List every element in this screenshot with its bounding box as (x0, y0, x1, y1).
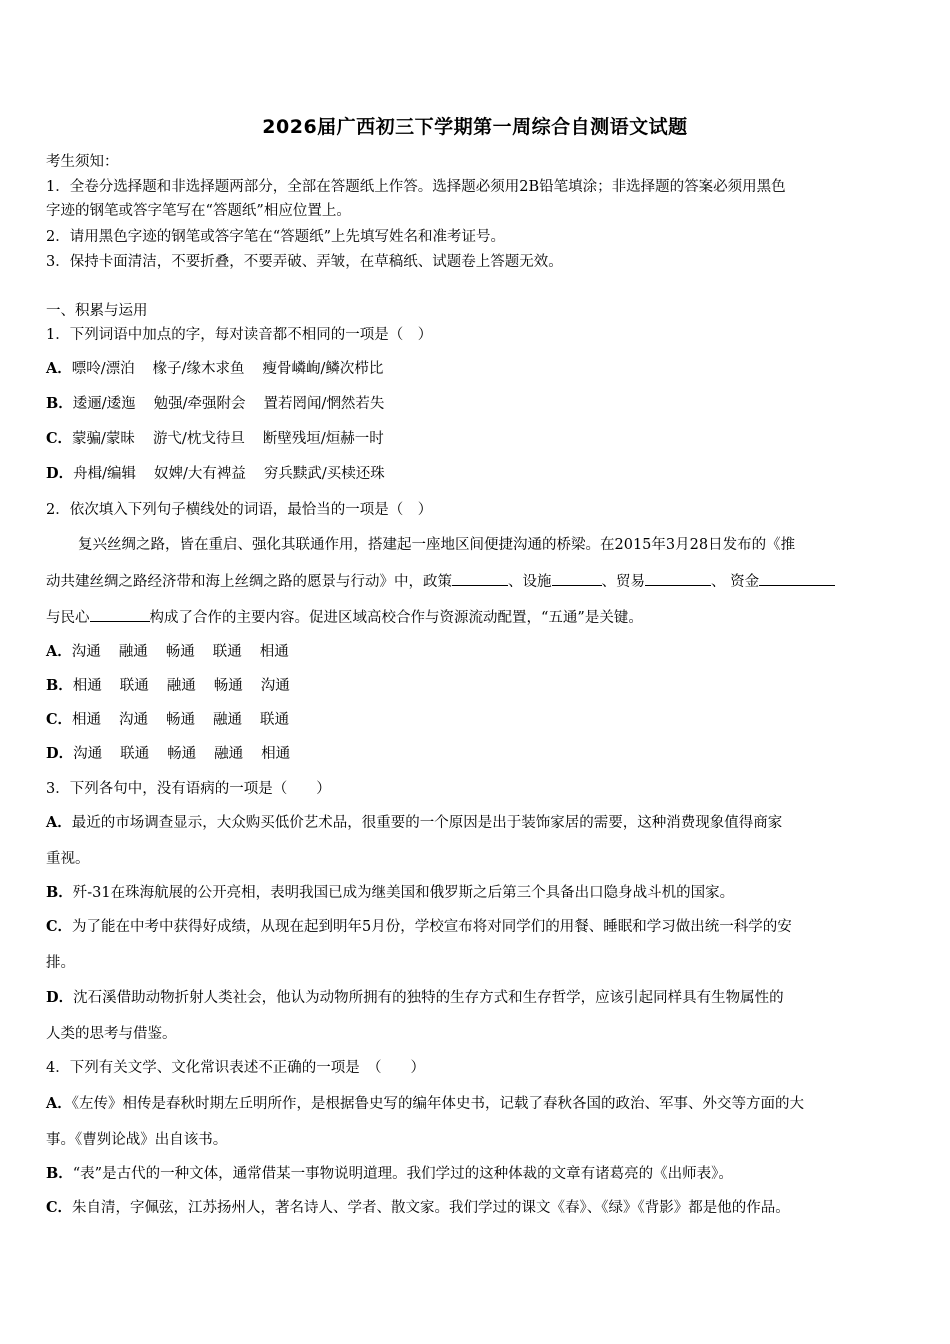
question-3-option-b[interactable] (46, 883, 908, 903)
option-word: 蒙骗/蒙昧 (72, 431, 135, 447)
question-2-option-a[interactable] (46, 642, 908, 662)
notice-item-2: 2．请用黑色字迹的钢笔或答字笔在“答题纸”上先填写姓名和准考证号。 (46, 229, 506, 245)
option-word: 沟通 (260, 678, 290, 694)
option-text: “表”是古代的一种文体，通常借某一事物说明道理。我们学过的这种体裁的文章有诸葛亮的《出师表》。 (72, 1166, 733, 1182)
option-word: 椽子/缘木求鱼 (152, 361, 245, 377)
option-label: B． (46, 677, 73, 694)
option-text: 为了能在中考中获得好成绩，从现在起到明年5月份，学校宣布将对同学们的用餐、睡眠和学习做出统一科学的安 (72, 919, 792, 935)
passage-text: 复兴丝绸之路，皆在重启、强化其联通作用，搭建起一座地区间便捷沟通的桥梁。在2015年3月28日发布的《推 (78, 537, 796, 553)
question-4-option-b[interactable] (46, 1164, 908, 1184)
page-title: 2026届广西初三下学期第一周综合自测语文试题 (262, 116, 688, 138)
option-label: A． (46, 360, 72, 377)
question-1-option-a[interactable] (46, 359, 908, 379)
passage-text: 与民心 (46, 610, 90, 626)
option-word: 勉强/牵强附会 (153, 396, 246, 412)
question-4-option-c[interactable] (46, 1198, 908, 1218)
option-label: D． (46, 465, 74, 482)
option-label: D． (46, 989, 74, 1006)
option-word: 沟通 (73, 746, 103, 762)
question-2-option-c[interactable] (46, 710, 908, 730)
question-3-option-a[interactable] (46, 813, 908, 833)
option-label: A． (46, 814, 72, 831)
question-3-option-c-cont: 排。 (46, 955, 75, 971)
question-4-stem: 4．下列有关文学、文化常识表述不正确的一项是 （ ） (46, 1060, 425, 1076)
option-text: 最近的市场调查显示，大众购买低价艺术品，很重要的一个原因是出于装饰家居的需要，这种消费现象值得商家 (71, 815, 783, 831)
question-2-stem: 2．依次填入下列句子横线处的词语，最恰当的一项是（ ） (46, 502, 433, 518)
option-word: 融通 (214, 746, 244, 762)
question-2-option-d[interactable] (46, 744, 908, 764)
option-label: C． (46, 918, 73, 935)
option-word: 瘦骨嶙峋/鳞次栉比 (262, 361, 384, 377)
option-word: 联通 (119, 678, 149, 694)
question-2-passage-line-3 (46, 607, 908, 628)
question-1-option-b[interactable] (46, 394, 908, 414)
option-word: 穷兵黩武/买椟还珠 (263, 466, 385, 482)
option-word: 联通 (120, 746, 150, 762)
option-word: 奴婢/大有裨益 (153, 466, 246, 482)
option-word: 融通 (213, 712, 243, 728)
fill-blank-4[interactable] (759, 571, 835, 586)
option-label: C． (46, 430, 73, 447)
option-label: B． (46, 884, 73, 901)
option-label: C． (46, 1199, 73, 1216)
question-3-option-d[interactable] (46, 988, 908, 1008)
fill-blank-3[interactable] (645, 571, 711, 586)
fill-blank-2[interactable] (552, 571, 602, 586)
option-label: A． (46, 1095, 72, 1112)
option-word: 置若罔闻/惘然若失 (263, 396, 385, 412)
option-text: 歼-31在珠海航展的公开亮相，表明我国已成为继美国和俄罗斯之后第三个具备出口隐身战斗机的国家。 (72, 885, 735, 901)
option-word: 联通 (212, 644, 242, 660)
notice-item-3: 3．保持卡面清洁，不要折叠，不要弄破、弄皱，在草稿纸、试题卷上答题无效。 (46, 254, 563, 270)
option-text: 《左传》相传是春秋时期左丘明所作，是根据鲁史写的编年体史书，记载了春秋各国的政治、军事、外交等方面的大 (71, 1096, 805, 1112)
fill-blank-1[interactable] (452, 571, 508, 586)
passage-text: 、设施 (508, 574, 552, 590)
passage-text: 构成了合作的主要内容。促进区域高校合作与资源流动配置，“五通”是关键。 (149, 610, 643, 626)
option-word: 沟通 (119, 712, 149, 728)
option-word: 融通 (118, 644, 148, 660)
option-word: 相通 (72, 678, 102, 694)
option-word: 相通 (261, 746, 291, 762)
question-1-option-c[interactable] (46, 429, 908, 449)
option-label: B． (46, 395, 73, 412)
option-word: 逶逦/逶迤 (72, 396, 136, 412)
option-word: 游弋/枕戈待旦 (152, 431, 245, 447)
option-word: 联通 (260, 712, 290, 728)
fill-blank-5[interactable] (90, 607, 150, 622)
question-3-stem: 3．下列各句中，没有语病的一项是（ ） (46, 781, 331, 797)
option-word: 沟通 (71, 644, 101, 660)
option-word: 舟楫/编辑 (73, 466, 136, 482)
option-word: 畅通 (165, 644, 195, 660)
section-heading: 一、积累与运用 (46, 303, 148, 319)
question-3-option-d-cont: 人类的思考与借鉴。 (46, 1026, 177, 1042)
question-2-option-b[interactable] (46, 676, 908, 696)
option-word: 嘌呤/漂泊 (71, 361, 135, 377)
option-word: 相通 (259, 644, 289, 660)
notice-heading: 考生须知： (46, 154, 119, 170)
question-3-option-a-cont: 重视。 (46, 851, 90, 867)
option-label: C． (46, 711, 73, 728)
question-4-option-a[interactable] (46, 1094, 908, 1114)
option-label: A． (46, 643, 72, 660)
question-3-option-c[interactable] (46, 917, 908, 937)
option-word: 畅通 (167, 746, 197, 762)
passage-text: 、 资金 (711, 574, 760, 590)
question-1-stem: 1．下列词语中加点的字，每对读音都不相同的一项是（ ） (46, 327, 433, 343)
option-label: B． (46, 1165, 73, 1182)
question-1-option-d[interactable] (46, 464, 908, 484)
option-label: D． (46, 745, 74, 762)
passage-text: 动共建丝绸之路经济带和海上丝绸之路的愿景与行动》中，政策 (46, 574, 452, 590)
option-word: 畅通 (166, 712, 196, 728)
passage-text: 、贸易 (601, 574, 645, 590)
option-word: 相通 (72, 712, 102, 728)
option-text: 沈石溪借助动物折射人类社会，他认为动物所拥有的独特的生存方式和生存哲学，应该引起同样具有生物属性的 (73, 990, 784, 1006)
option-word: 断壁残垣/烜赫一时 (262, 431, 384, 447)
question-2-passage-line-2 (46, 571, 908, 592)
option-text: 朱自清，字佩弦，江苏扬州人，著名诗人、学者、散文家。我们学过的课文《春》、《绿》《背影》都是他的作品。 (72, 1200, 790, 1216)
notice-item-1-cont: 字迹的钢笔或答字笔写在“答题纸”相应位置上。 (46, 203, 351, 219)
question-4-option-a-cont: 事。《曹刿论战》出自该书。 (46, 1132, 228, 1148)
notice-item-1: 1．全卷分选择题和非选择题两部分，全部在答题纸上作答。选择题必须用2B铅笔填涂；非选择题的答案必须用黑色 (46, 179, 786, 195)
question-2-passage-line-1 (46, 535, 908, 555)
option-word: 畅通 (213, 678, 243, 694)
option-word: 融通 (166, 678, 196, 694)
